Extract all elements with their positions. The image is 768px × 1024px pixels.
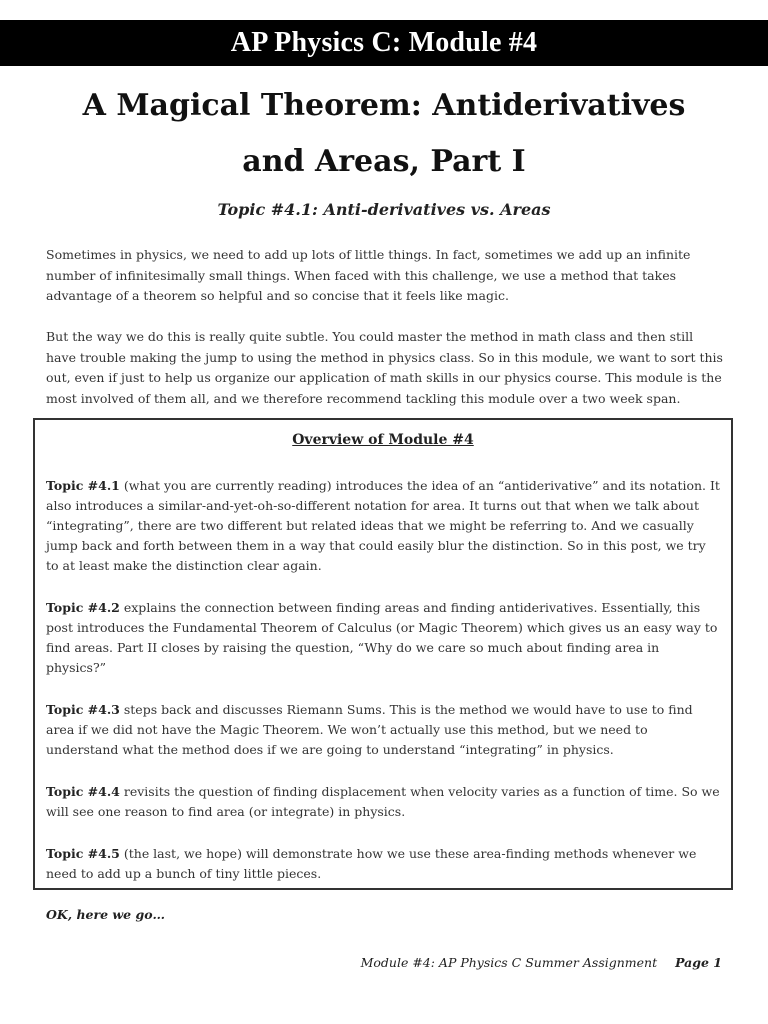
overview-title: Overview of Module #4 [292, 432, 474, 448]
topic-label: Topic #4.4 [46, 784, 120, 799]
topic-description: (the last, we hope) will demonstrate how we use these area-finding methods whenever we need to add up a bunch of tiny little pieces. [46, 846, 697, 881]
topic-label: Topic #4.2 [46, 600, 120, 615]
overview-topic-4-3 [46, 700, 722, 760]
page-footer [361, 955, 722, 970]
topic-heading: Topic #4.1: Anti-derivatives vs. Areas [217, 200, 551, 219]
page-number: Page 1 [675, 955, 722, 970]
overview-topic-4-5 [46, 844, 722, 884]
page-title [0, 78, 768, 190]
overview-topic-4-1 [46, 476, 722, 576]
topic-label: Topic #4.1 [46, 478, 120, 493]
topic-description: steps back and discusses Riemann Sums. This is the method we would have to use to find area if we did not have the Magic Theorem. We won’t actually use this method, but we need to understand what the method does if we are going to understand “integrating” in physics. [46, 702, 693, 757]
topic-label: Topic #4.3 [46, 702, 120, 717]
topic-label: Topic #4.5 [46, 846, 120, 861]
page-title-line-1: A Magical Theorem: Antiderivatives [82, 88, 686, 123]
intro-paragraph-2: But the way we do this is really quite subtle. You could master the method in math class and then still have trouble making the jump to using the method in physics class. So in this module, we want to sort this out, even if just to help us organize our application of math skills in our physics course. This module is the most involved of them all, and we therefore recommend tackling this module over a two week span. [46, 329, 723, 406]
page-title-line-2: and Areas, Part I [242, 144, 526, 179]
overview-topic-4-2 [46, 598, 722, 678]
overview-box [33, 418, 733, 890]
intro-paragraph-1: Sometimes in physics, we need to add up lots of little things. In fact, sometimes we add up an infinite number of infinitesimally small things. When faced with this challenge, we use a method that takes advantage of a theorem so helpful and so concise that it feels like magic. [46, 247, 691, 303]
topic-description: (what you are currently reading) introduces the idea of an “antiderivative” and its notation. It also introduces a similar-and-yet-oh-so-different notation for area. It turns out that when we talk about “integrating”, there are two different but related ideas that we might be referring to. And we casually jump back and forth between them in a way that could easily blur the distinction. So in this post, we try to at least make the distinction clear again. [46, 478, 720, 573]
topic-description: explains the connection between finding areas and finding antiderivatives. Essentially, this post introduces the Fundamental Theorem of Calculus (or Magic Theorem) which gives us an easy way to find areas. Part II closes by raising the question, “Why do we care so much about finding area in physics?” [46, 600, 718, 675]
module-header-title: AP Physics C: Module #4 [230, 27, 538, 58]
footer-text: Module #4: AP Physics C Summer Assignment [360, 955, 658, 970]
topic-description: revisits the question of finding displacement when velocity varies as a function of time. So we will see one reason to find area (or integrate) in physics. [46, 784, 720, 819]
closing-line: OK, here we go… [46, 907, 166, 922]
header-bar [0, 20, 768, 66]
overview-topic-4-4 [46, 782, 722, 822]
